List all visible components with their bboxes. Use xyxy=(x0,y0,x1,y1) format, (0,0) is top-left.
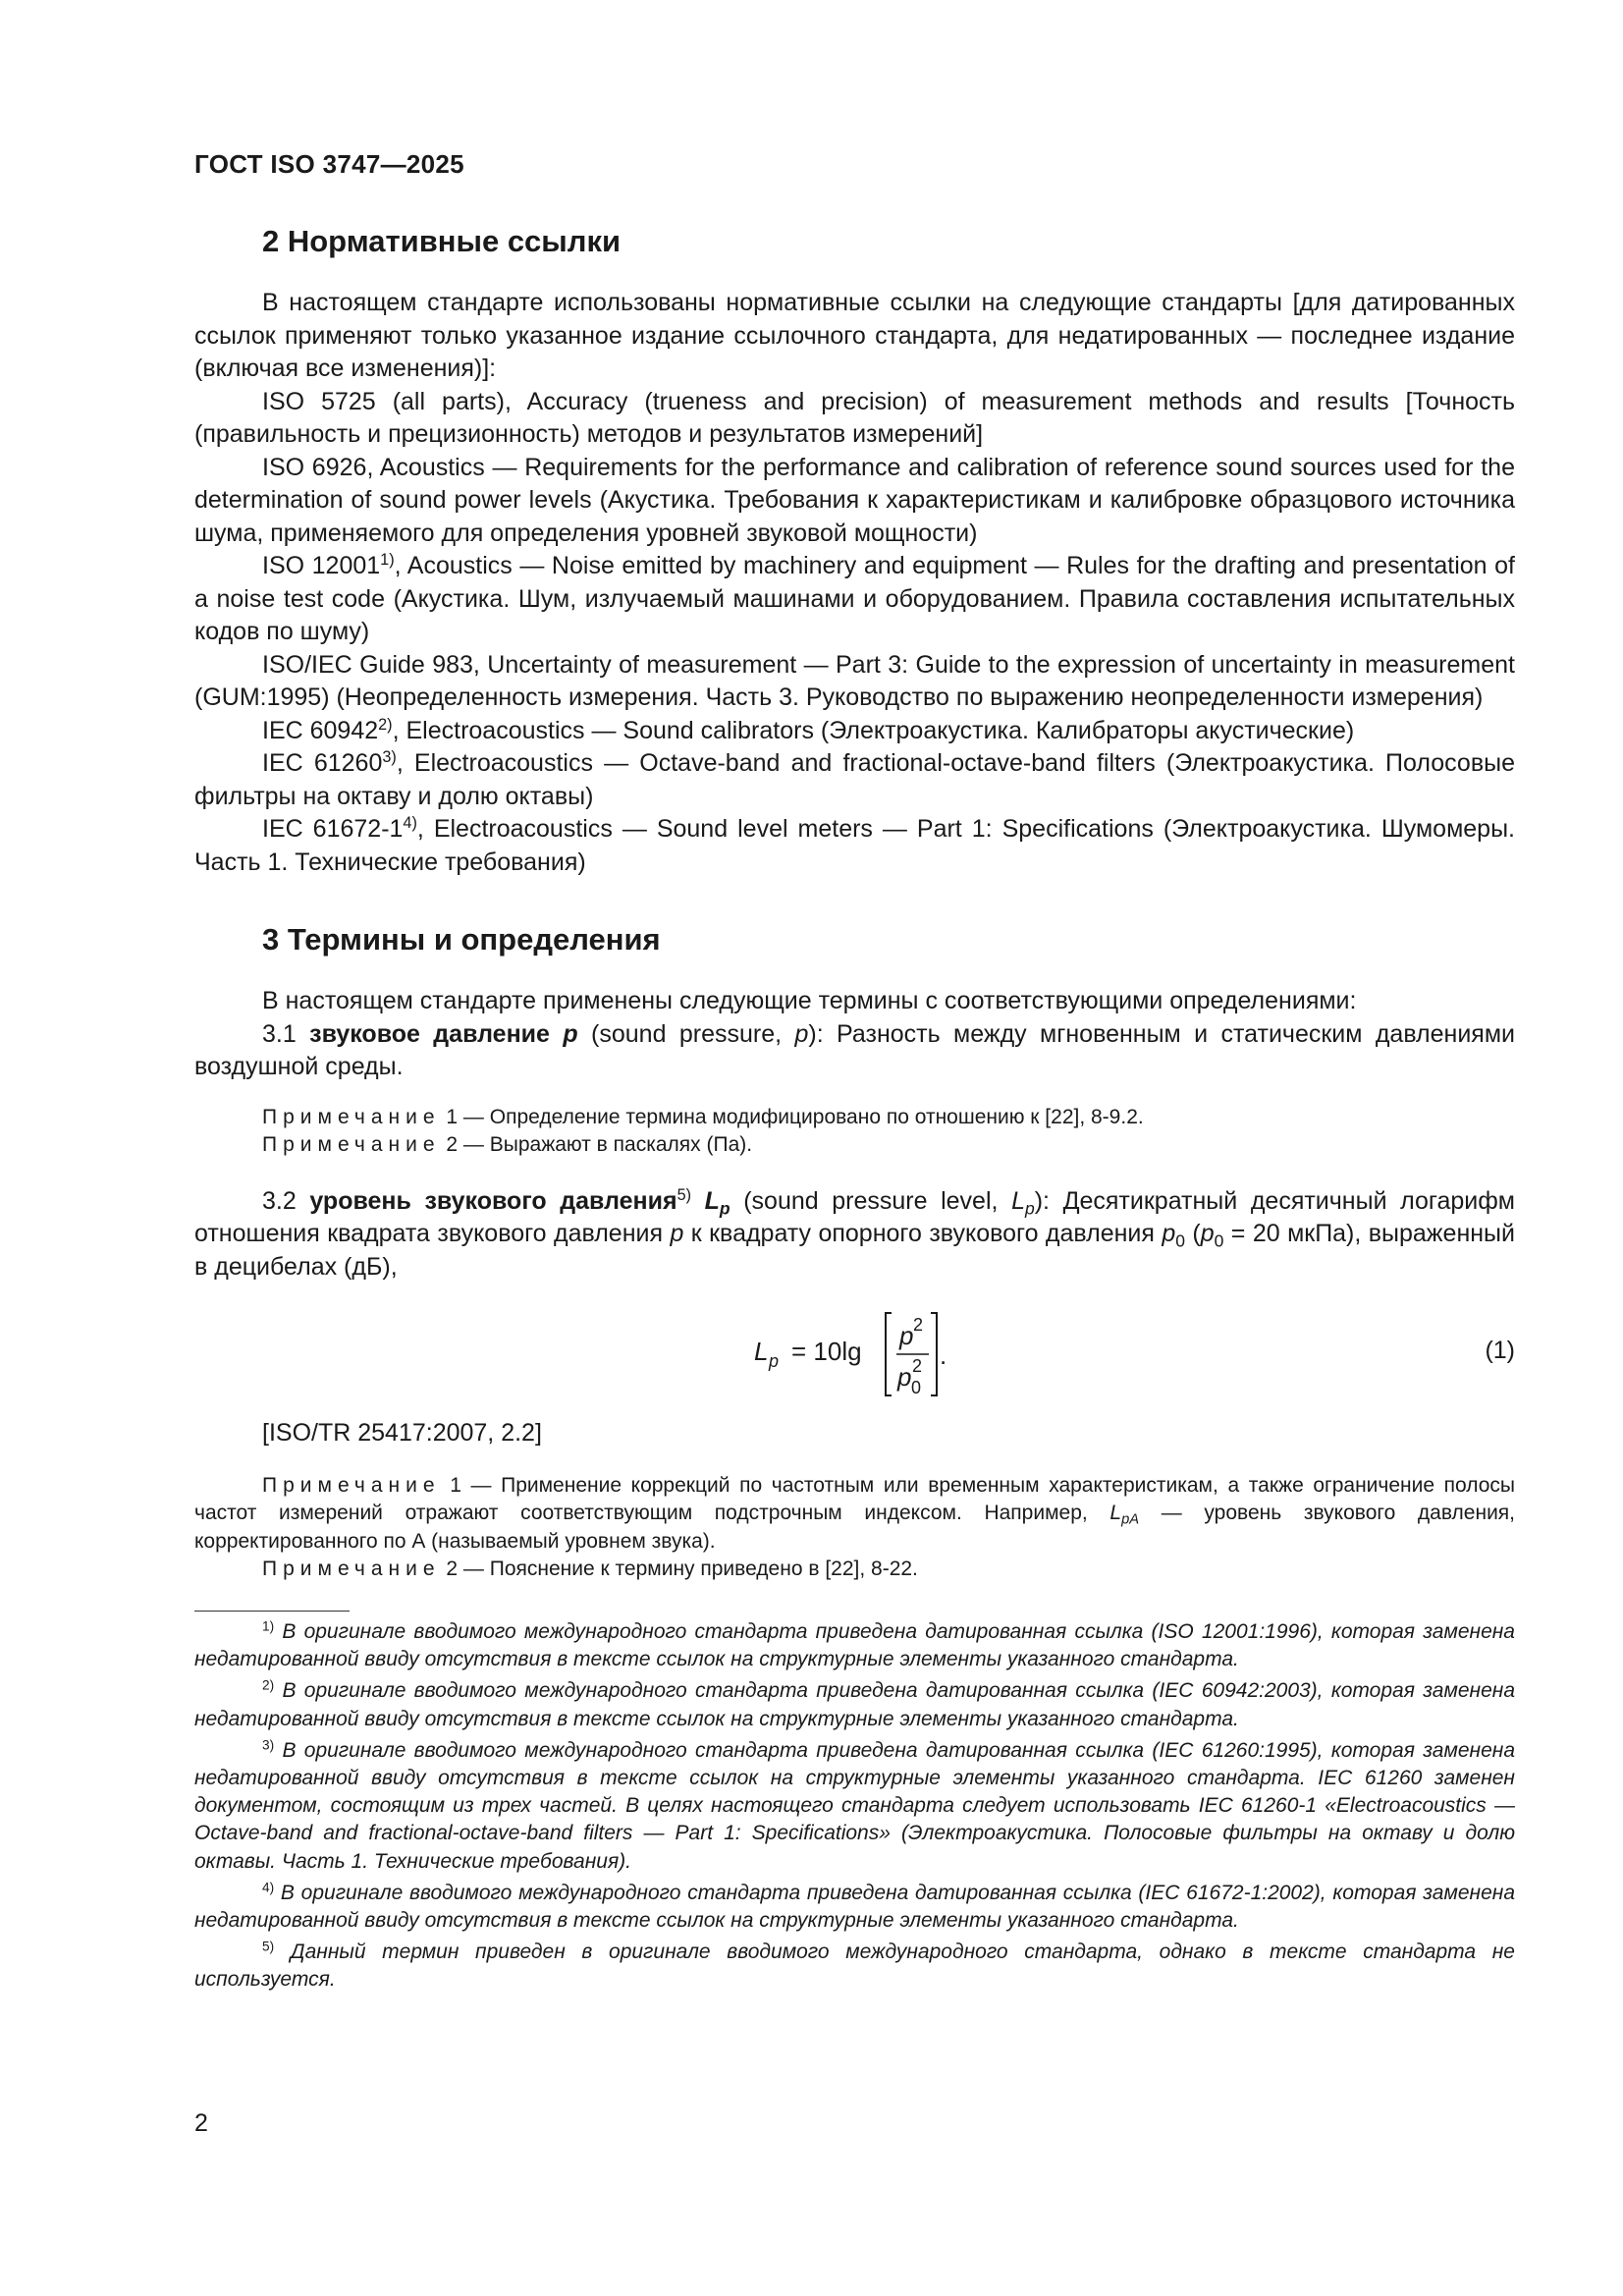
footnote-marker[interactable]: 2) xyxy=(378,715,393,734)
var-p0: p xyxy=(1162,1220,1176,1247)
reference-text: , Accuracy (trueness and precision) of measurement methods and results [Точность (правильность и прецизионность) методов и результатов измерений] xyxy=(194,387,1515,448)
footnote-text: В оригинале вводимого международного стандарта приведена датированная ссылка (IEC 61260:1995), которая заменена недатированной ввиду отсутствия в тексте ссылок на структурные элементы указанного стандарта. IEC 61260 заменен документом, состоящим из трех частей. В целях настоящего стандарта следует использовать IEC 61260-1 «Electroacoustics — Octave-band and fractional-octave-band filters — Part 1: Specifications» (Электроакустика. Полосовые фильтры на октаву и долю октавы. Часть 1. Технические требования). xyxy=(194,1738,1515,1873)
note-text: 2 — Пояснение к термину приведено в [22], 8-22. xyxy=(440,1558,918,1580)
footnote-text: В оригинале вводимого международного стандарта приведена датированная ссылка (IEC 61672-1:2002), которая заменена недатированной ввиду отсутствия в тексте ссылок на структурные элементы указанного стандарта. xyxy=(194,1881,1515,1933)
formula-denominator-sub: 0 xyxy=(911,1378,922,1397)
var-p0-subscript: 0 xyxy=(1214,1230,1224,1251)
footnote-marker[interactable]: 3) xyxy=(382,748,397,767)
note-text: 1 — Определение термина модифицировано по отношению к [22], 8-9.2. xyxy=(440,1105,1144,1128)
reference-text: , Electroacoustics — Sound level meters — Part 1: Specifications (Электроакустика. Шумомеры. Часть 1. Технические требования) xyxy=(194,815,1515,876)
note-label: Примечание xyxy=(262,1133,441,1156)
reference-item xyxy=(194,550,1515,649)
section-2-title: 2 Нормативные ссылки xyxy=(262,224,622,258)
notes-3-2 xyxy=(194,1472,1515,1584)
main-content xyxy=(194,222,1515,1584)
footnote-text: Данный термин приведен в оригинале вводимого международного стандарта, однако в тексте стандарта не используется. xyxy=(194,1941,1515,1992)
reference-item xyxy=(194,386,1515,452)
footnotes xyxy=(194,1618,1515,1998)
footnote xyxy=(194,1618,1515,1673)
footnote-mark: 4) xyxy=(262,1880,275,1895)
term-definition: ( xyxy=(1185,1220,1201,1247)
reference-code: IEC 61672-1 xyxy=(262,815,404,843)
section-2-intro: В настоящем стандарте использованы нормативные ссылки на следующие стандарты [для датированных ссылок применяют только указанное издание ссылочного стандарта, для недатированных — последнее издание (включая все изменения)]: xyxy=(194,289,1515,382)
reference-item xyxy=(194,813,1515,879)
term-english: (sound pressure, xyxy=(577,1019,795,1048)
footnote-text: В оригинале вводимого международного стандарта приведена датированная ссылка (ISO 12001:1996), которая заменена недатированной ввиду отсутствия в тексте ссылок на структурные элементы указанного стандарта. xyxy=(194,1620,1515,1671)
term-number: 3.1 xyxy=(262,1019,297,1048)
note-item xyxy=(194,1556,1515,1584)
footnote-mark: 1) xyxy=(262,1618,275,1634)
footnote xyxy=(194,1939,1515,1994)
formula-numerator-sup: 2 xyxy=(913,1315,924,1335)
footnote-marker[interactable]: 1) xyxy=(380,551,395,570)
reference-text: , Uncertainty of measurement — Part 3: Guide to the expression of uncertainty in measurement (GUM:1995) (Неопределенность измерения. Часть 3. Руководство по выражению неопределенности измерения) xyxy=(194,650,1515,711)
notes-3-1 xyxy=(194,1104,1515,1160)
term-symbol: L xyxy=(704,1186,720,1215)
formula-number: (1) xyxy=(1485,1337,1515,1364)
reference-code: ISO 6926 xyxy=(262,453,367,481)
note-text: 2 — Выражают в паскалях (Па). xyxy=(440,1133,753,1156)
section-3-title: 3 Термины и определения xyxy=(262,922,661,957)
note-label: Примечание xyxy=(262,1558,441,1580)
formula-equals: = 10lg xyxy=(791,1337,862,1366)
formula-lhs-subscript: p xyxy=(769,1351,780,1371)
term-3-2 xyxy=(194,1185,1515,1285)
note-symbol: L xyxy=(1109,1502,1122,1524)
formula-denominator-sup: 2 xyxy=(912,1356,923,1376)
footnote-mark: 2) xyxy=(262,1677,275,1693)
reference-text: , Acoustics — Noise emitted by machinery and equipment — Rules for the drafting and presentation of a noise test code (Акустика. Шум, излучаемый машинами и оборудованием. Правила составления испытательных кодов по шуму) xyxy=(194,552,1515,645)
document-header: ГОСТ ISO 3747—2025 xyxy=(194,149,464,179)
term-english-symbol: p xyxy=(794,1019,809,1048)
footnote xyxy=(194,1880,1515,1935)
reference-code: ISO 12001 xyxy=(262,552,381,579)
reference-text: , Electroacoustics — Octave-band and fractional-octave-band filters (Электроакустика. Полосовые фильтры на октаву и долю октавы) xyxy=(194,749,1515,810)
formula-denominator: p xyxy=(897,1362,912,1392)
note-label: Примечание xyxy=(262,1105,441,1128)
note-text: 1 — Применение коррекций по частотным или временным характеристикам, а также ограничение полосы частот измерений отражают соответствующим подстрочным индексом. Например, xyxy=(194,1473,1515,1524)
footnote-separator xyxy=(194,1611,350,1612)
reference-item xyxy=(194,452,1515,551)
formula-numerator: p xyxy=(899,1321,914,1350)
term-definition: ): Разность между мгновенным и статическим давлениями воздушной среды. xyxy=(194,1019,1515,1080)
reference-code: ISO/IEC Guide 983 xyxy=(262,650,473,679)
footnote-marker[interactable]: 5) xyxy=(676,1185,692,1204)
term-name: звуковое давление xyxy=(309,1019,550,1048)
reference-item xyxy=(194,715,1515,748)
page-number: 2 xyxy=(194,2109,208,2137)
note-symbol-subscript: pA xyxy=(1121,1511,1140,1528)
reference-item xyxy=(194,649,1515,715)
formula-left-bracket xyxy=(886,1313,892,1395)
footnote-text: В оригинале вводимого международного стандарта приведена датированная ссылка (IEC 60942:2003), которая заменена недатированной ввиду отсутствия в тексте ссылок на структурные элементы указанного стандарта. xyxy=(194,1679,1515,1730)
formula-lhs: L xyxy=(754,1337,769,1366)
footnote xyxy=(194,1677,1515,1732)
var-p0-subscript: 0 xyxy=(1175,1230,1185,1251)
formula-right-bracket xyxy=(931,1313,937,1395)
term-english-symbol: L xyxy=(1011,1186,1025,1215)
footnote-mark: 3) xyxy=(262,1737,275,1753)
reference-item xyxy=(194,747,1515,813)
note-item xyxy=(194,1131,1515,1160)
source-reference: [ISO/TR 25417:2007, 2.2] xyxy=(262,1419,542,1447)
reference-code: IEC 61260 xyxy=(262,749,383,777)
reference-code: ISO 5725 (all parts) xyxy=(262,387,505,415)
term-symbol-subscript: p xyxy=(719,1197,730,1218)
reference-code: IEC 60942 xyxy=(262,716,379,744)
footnote-marker[interactable]: 4) xyxy=(403,814,417,833)
term-definition: ): Десятикратный десятичный логарифм отношения квадрата звукового давления xyxy=(194,1186,1515,1247)
term-3-1 xyxy=(194,1018,1515,1084)
term-name: уровень звукового давления xyxy=(309,1186,677,1215)
formula-expression xyxy=(754,1305,970,1403)
term-definition: = 20 мкПа), выраженный в децибелах (дБ), xyxy=(194,1220,1515,1281)
formula-1 xyxy=(194,1305,1515,1403)
footnote-mark: 5) xyxy=(262,1939,275,1954)
reference-text: , Acoustics — Requirements for the performance and calibration of reference sound sources used for the determination of sound power levels (Акустика. Требования к характеристикам и калибровке образцового источника шума, применяемого для определения уровней звуковой мощности) xyxy=(194,453,1515,547)
var-p: p xyxy=(670,1220,684,1247)
term-symbol: p xyxy=(563,1019,578,1048)
footnote xyxy=(194,1737,1515,1876)
term-definition: к квадрату опорного звукового давления xyxy=(683,1220,1163,1247)
var-p0: p xyxy=(1200,1220,1215,1247)
reference-text: , Electroacoustics — Sound calibrators (Электроакустика. Калибраторы акустические) xyxy=(392,716,1355,744)
note-label: Примечание xyxy=(262,1473,441,1497)
note-item xyxy=(194,1472,1515,1557)
term-number: 3.2 xyxy=(262,1186,297,1215)
section-3-intro: В настоящем стандарте применены следующие термины с соответствующими определениями: xyxy=(262,987,1357,1014)
formula-period: . xyxy=(940,1340,947,1370)
note-item xyxy=(194,1104,1515,1132)
term-english: (sound pressure level, xyxy=(730,1186,1012,1215)
term-english-subscript: p xyxy=(1024,1197,1035,1218)
note-text: — уровень звукового давления, корректированного по А (называемый уровнем звука). xyxy=(194,1502,1516,1553)
